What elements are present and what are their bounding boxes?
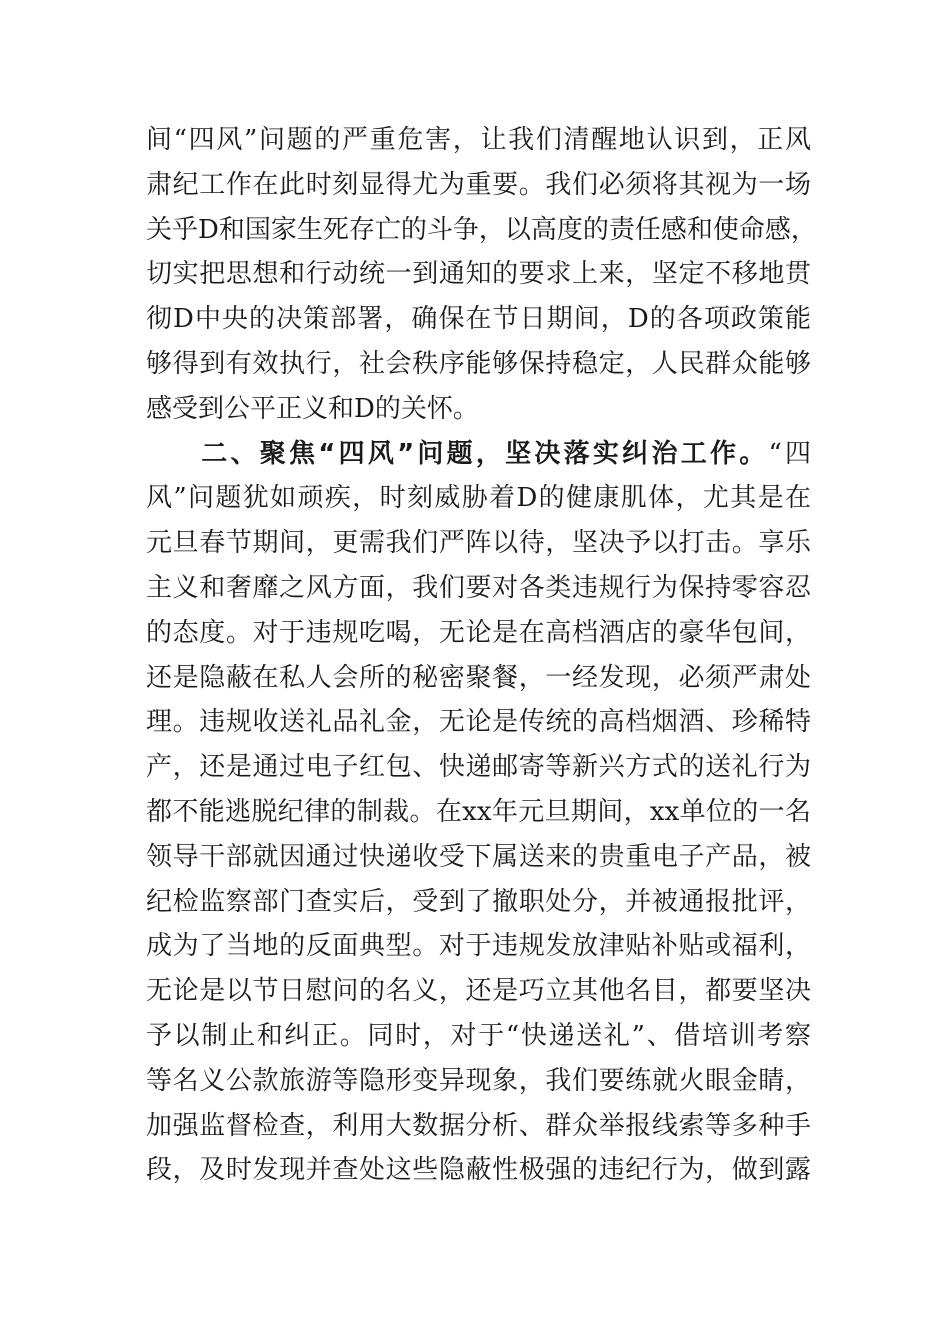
text-line: 加强监督检查，利用大数据分析、群众举报线索等多种手 bbox=[146, 1110, 811, 1141]
text-line: 元旦春节期间，更需我们严阵以待，坚决予以打击。享乐 bbox=[146, 528, 811, 559]
text-line: 段，及时发现并查处这些隐蔽性极强的违纪行为，做到露 bbox=[146, 1155, 811, 1186]
text-line: 感受到公平正义和D的关怀。 bbox=[146, 393, 479, 424]
text-line: 成为了当地的反面典型。对于违规发放津贴补贴或福利， bbox=[146, 931, 811, 962]
text-line: 切实把思想和行动统一到通知的要求上来，坚定不移地贯 bbox=[146, 259, 811, 290]
text-line: 产，还是通过电子红包、快递邮寄等新兴方式的送礼行为 bbox=[146, 752, 811, 783]
text-line: 彻D中央的决策部署，确保在节日期间，D的各项政策能 bbox=[146, 304, 811, 335]
text-line: 关乎D和国家生死存亡的斗争，以高度的责任感和使命感， bbox=[146, 214, 817, 245]
text-line: 的态度。对于违规吃喝，无论是在高档酒店的豪华包间， bbox=[146, 617, 811, 648]
text-fragment: “四 bbox=[768, 438, 811, 469]
text-line: 主义和奢靡之风方面，我们要对各类违规行为保持零容忍 bbox=[146, 572, 811, 603]
text-line: 等名义公款旅游等隐形变异现象，我们要练就火眼金睛， bbox=[146, 1065, 811, 1096]
text-line: 还是隐蔽在私人会所的秘密聚餐，一经发现，必须严肃处 bbox=[146, 662, 811, 693]
text-line: 予以制止和纠正。同时，对于“快递送礼”、借培训考察 bbox=[146, 1020, 811, 1051]
text-line: 理。违规收送礼品礼金，无论是传统的高档烟酒、珍稀特 bbox=[146, 707, 811, 738]
text-line: 都不能逃脱纪律的制裁。在xx年元旦期间，xx单位的一名 bbox=[146, 796, 811, 827]
text-line: 间“四风”问题的严重危害，让我们清醒地认识到，正风 bbox=[146, 125, 811, 155]
section-heading-line bbox=[146, 432, 811, 477]
section-heading: 二、聚焦“四风”问题，坚决落实纠治工作。 bbox=[198, 438, 769, 469]
text-line: 无论是以节日慰问的名义，还是巧立其他名目，都要坚决 bbox=[146, 976, 811, 1007]
text-line: 够得到有效执行，社会秩序能够保持稳定，人民群众能够 bbox=[146, 348, 811, 379]
body-text bbox=[146, 118, 817, 1193]
text-line: 纪检监察部门查实后，受到了撤职处分，并被通报批评， bbox=[146, 886, 811, 917]
text-line: 风”问题犹如顽疾，时刻威胁着D的健康肌体，尤其是在 bbox=[146, 483, 811, 514]
text-line: 领导干部就因通过快递收受下属送来的贵重电子产品，被 bbox=[146, 841, 811, 872]
text-line: 肃纪工作在此时刻显得尤为重要。我们必须将其视为一场 bbox=[146, 169, 811, 200]
